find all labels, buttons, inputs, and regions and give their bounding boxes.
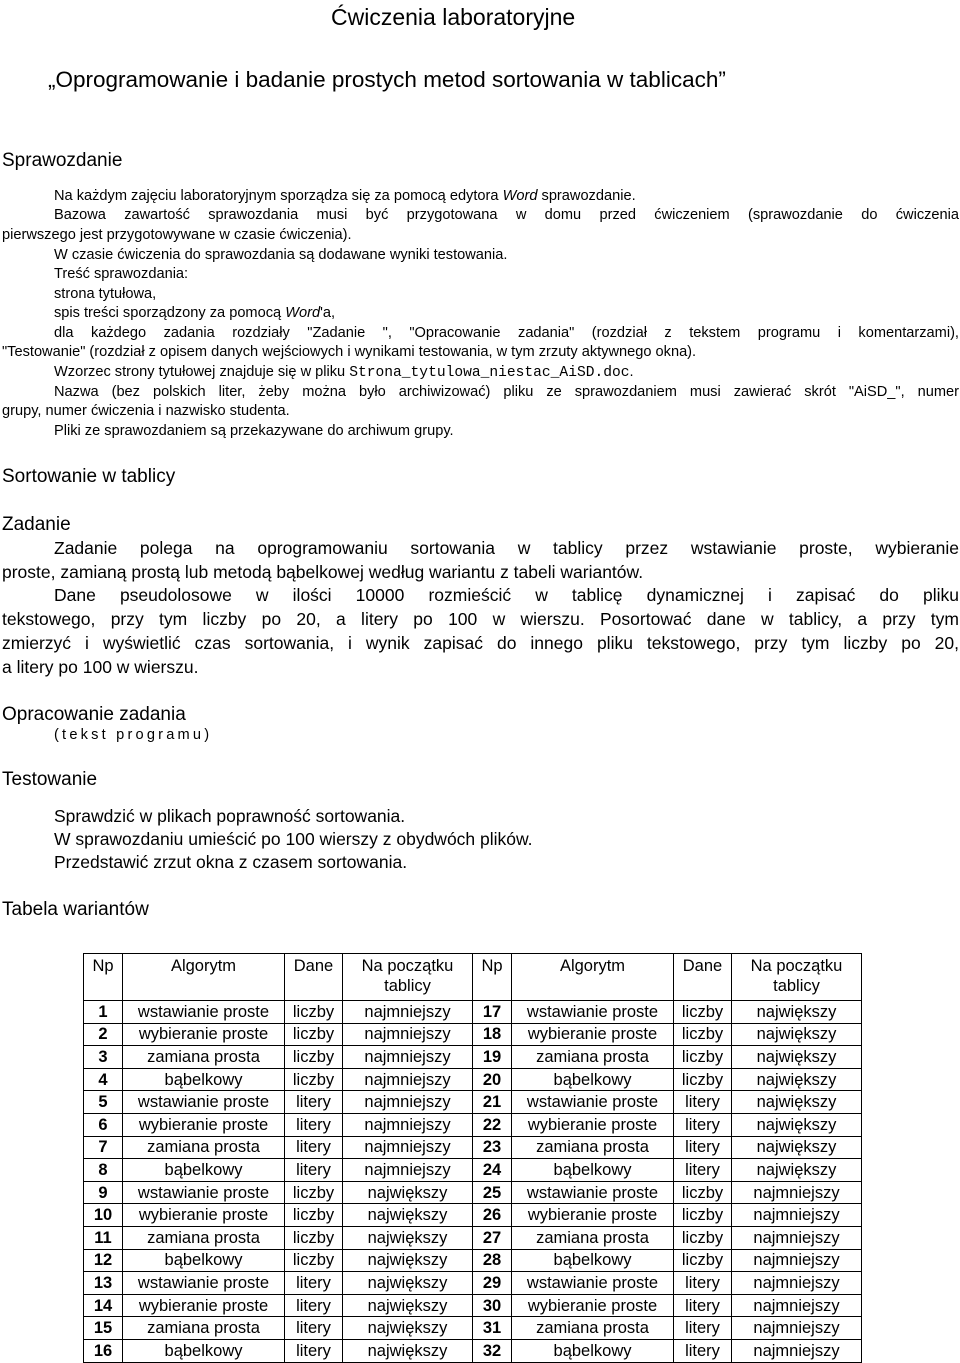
cell-start-of-array: najmniejszy: [732, 1272, 862, 1295]
cell-np: 9: [84, 1181, 123, 1204]
report-paragraph-2-line-1: Bazowa zawartość sprawozdania musi być przygotowana w domu przed ćwiczeniem (sprawozdanie do ćwiczenia: [54, 207, 959, 223]
cell-start-of-array: największy: [732, 1136, 862, 1159]
cell-data: litery: [285, 1339, 343, 1362]
cell-start-of-array: najmniejszy: [732, 1339, 862, 1362]
cell-algorithm: wstawianie proste: [123, 1181, 285, 1204]
table-row: [84, 1339, 862, 1362]
table-row: [84, 1068, 862, 1091]
cell-start-of-array: największy: [732, 1023, 862, 1046]
cell-algorithm: wstawianie proste: [512, 1181, 674, 1204]
report-paragraph-8: [54, 364, 634, 381]
cell-algorithm: wstawianie proste: [512, 1272, 674, 1295]
report-paragraph-4: Treść sprawozdania:: [54, 266, 189, 282]
cell-algorithm: bąbelkowy: [512, 1339, 674, 1362]
page-title: Ćwiczenia laboratoryjne: [331, 4, 576, 30]
cell-data: liczby: [674, 1046, 732, 1069]
table-row: [84, 1023, 862, 1046]
table-row: [84, 1226, 862, 1249]
cell-algorithm: bąbelkowy: [123, 1068, 285, 1091]
cell-data: liczby: [285, 1068, 343, 1091]
cell-start-of-array: najmniejszy: [732, 1226, 862, 1249]
cell-start-of-array: największy: [732, 1113, 862, 1136]
report-p1-text: Na każdym zajęciu laboratoryjnym sporządza się za pomocą edytora: [54, 188, 499, 204]
table-row: [84, 1113, 862, 1136]
report-p1-end: sprawozdanie.: [541, 188, 636, 204]
cell-start-of-array: największy: [343, 1204, 473, 1227]
cell-start-of-array: największy: [732, 1159, 862, 1182]
cell-np: 20: [473, 1068, 512, 1091]
cell-data: litery: [285, 1317, 343, 1340]
cell-start-of-array: największy: [343, 1294, 473, 1317]
implementation-heading: Opracowanie zadania: [2, 704, 186, 725]
word-name: Word: [285, 305, 321, 321]
testing-line-2: W sprawozdaniu umieścić po 100 wierszy z obydwóch plików.: [54, 829, 533, 849]
cell-np: 3: [84, 1046, 123, 1069]
cell-np: 2: [84, 1023, 123, 1046]
task-line-3: Dane pseudolosowe w ilości 10000 rozmieścić w tablicę dynamicznej i zapisać do pliku: [54, 585, 959, 605]
cell-start-of-array: największy: [343, 1317, 473, 1340]
cell-start-of-array: najmniejszy: [343, 1136, 473, 1159]
table-row: [84, 1136, 862, 1159]
template-file-name: Strona_tytulowa_niestac_AiSD.doc: [349, 365, 630, 381]
cell-start-of-array: najmniejszy: [343, 1001, 473, 1024]
cell-np: 18: [473, 1023, 512, 1046]
cell-algorithm: zamiana prosta: [512, 1226, 674, 1249]
cell-np: 8: [84, 1159, 123, 1182]
cell-algorithm: wstawianie proste: [123, 1001, 285, 1024]
cell-data: liczby: [674, 1068, 732, 1091]
table-row: [84, 1159, 862, 1182]
cell-start-of-array: najmniejszy: [343, 1159, 473, 1182]
cell-start-of-array: najmniejszy: [343, 1023, 473, 1046]
cell-np: 6: [84, 1113, 123, 1136]
cell-data: litery: [674, 1339, 732, 1362]
cell-start-of-array: najmniejszy: [732, 1181, 862, 1204]
cell-np: 13: [84, 1272, 123, 1295]
cell-start-of-array: największy: [732, 1091, 862, 1114]
cell-data: liczby: [285, 1249, 343, 1272]
cell-data: liczby: [674, 1023, 732, 1046]
report-paragraph-6: [54, 305, 335, 321]
cell-algorithm: zamiana prosta: [512, 1046, 674, 1069]
report-paragraph-7-line-1: dla każdego zadania rozdziały "Zadanie ", "Opracowanie zadania" (rozdział z tekstem programu i komentarzami),: [54, 325, 959, 341]
report-paragraph-10: Pliki ze sprawozdaniem są przekazywane do archiwum grupy.: [54, 423, 454, 439]
cell-np: 16: [84, 1339, 123, 1362]
testing-heading: Testowanie: [2, 769, 98, 790]
cell-data: litery: [674, 1272, 732, 1295]
cell-start-of-array: najmniejszy: [343, 1091, 473, 1114]
cell-algorithm: zamiana prosta: [512, 1317, 674, 1340]
table-row: [84, 1317, 862, 1340]
cell-np: 24: [473, 1159, 512, 1182]
table-row: [84, 1204, 862, 1227]
cell-start-of-array: największy: [732, 1068, 862, 1091]
task-line-2: proste, zamianą prostą lub metodą bąbelkowej według wariantu z tabeli wariantów.: [2, 562, 644, 582]
cell-algorithm: wybieranie proste: [123, 1204, 285, 1227]
cell-np: 12: [84, 1249, 123, 1272]
cell-np: 5: [84, 1091, 123, 1114]
cell-data: liczby: [674, 1204, 732, 1227]
table-row: [84, 1294, 862, 1317]
report-p8-text: Wzorzec strony tytułowej znajduje się w pliku: [54, 364, 346, 380]
cell-algorithm: wybieranie proste: [512, 1204, 674, 1227]
header-algorithm: Algorytm: [512, 954, 674, 1001]
cell-data: litery: [674, 1317, 732, 1340]
cell-data: liczby: [285, 1046, 343, 1069]
cell-data: liczby: [285, 1023, 343, 1046]
header-algorithm: Algorytm: [123, 954, 285, 1001]
cell-start-of-array: najmniejszy: [343, 1113, 473, 1136]
cell-data: liczby: [674, 1181, 732, 1204]
cell-algorithm: bąbelkowy: [123, 1159, 285, 1182]
cell-np: 21: [473, 1091, 512, 1114]
cell-data: litery: [285, 1113, 343, 1136]
cell-start-of-array: najmniejszy: [732, 1249, 862, 1272]
cell-np: 7: [84, 1136, 123, 1159]
cell-start-of-array: największy: [343, 1249, 473, 1272]
cell-data: litery: [674, 1136, 732, 1159]
cell-start-of-array: najmniejszy: [343, 1046, 473, 1069]
cell-algorithm: bąbelkowy: [123, 1339, 285, 1362]
cell-np: 4: [84, 1068, 123, 1091]
variants-table: [83, 953, 862, 1363]
cell-np: 22: [473, 1113, 512, 1136]
cell-data: liczby: [285, 1226, 343, 1249]
report-heading: Sprawozdanie: [2, 150, 123, 171]
cell-algorithm: wstawianie proste: [512, 1091, 674, 1114]
cell-start-of-array: najmniejszy: [732, 1204, 862, 1227]
report-p6-end: 'a,: [320, 305, 336, 321]
cell-data: liczby: [674, 1001, 732, 1024]
cell-algorithm: wybieranie proste: [512, 1294, 674, 1317]
cell-data: litery: [674, 1113, 732, 1136]
program-text-placeholder: (tekst programu): [54, 727, 213, 743]
task-line-4: tekstowego, przy tym liczby po 20, a litery po 100 w wierszu. Posortować dane w tablicy, a przy tym: [2, 609, 959, 629]
cell-np: 19: [473, 1046, 512, 1069]
table-row: [84, 1046, 862, 1069]
sorting-heading: Sortowanie w tablicy: [2, 466, 176, 487]
header-data: Dane: [674, 954, 732, 1001]
header-start-of-array: Na początku tablicy: [732, 954, 862, 1001]
variants-heading: Tabela wariantów: [2, 899, 149, 920]
cell-data: litery: [285, 1091, 343, 1114]
cell-start-of-array: największy: [732, 1046, 862, 1069]
cell-np: 25: [473, 1181, 512, 1204]
cell-algorithm: wstawianie proste: [123, 1272, 285, 1295]
table-row: [84, 1091, 862, 1114]
cell-np: 14: [84, 1294, 123, 1317]
cell-data: liczby: [285, 1204, 343, 1227]
cell-start-of-array: najmniejszy: [732, 1317, 862, 1340]
cell-np: 27: [473, 1226, 512, 1249]
cell-algorithm: wybieranie proste: [512, 1023, 674, 1046]
cell-np: 30: [473, 1294, 512, 1317]
cell-np: 28: [473, 1249, 512, 1272]
task-line-1: Zadanie polega na oprogramowaniu sortowania w tablicy przez wstawianie proste, wybieranie: [54, 538, 959, 558]
cell-algorithm: wstawianie proste: [123, 1091, 285, 1114]
cell-data: liczby: [674, 1226, 732, 1249]
cell-algorithm: wybieranie proste: [512, 1113, 674, 1136]
report-paragraph-5: strona tytułowa,: [54, 286, 157, 302]
header-data: Dane: [285, 954, 343, 1001]
cell-start-of-array: największy: [343, 1272, 473, 1295]
cell-algorithm: zamiana prosta: [123, 1136, 285, 1159]
report-paragraph-9-line-1: Nazwa (bez polskich liter, żeby można było archiwizować) pliku ze sprawozdaniem musi zawierać skrót "AiSD_", numer: [54, 384, 959, 400]
cell-algorithm: zamiana prosta: [123, 1046, 285, 1069]
cell-data: litery: [285, 1272, 343, 1295]
table-row: [84, 1249, 862, 1272]
testing-line-3: Przedstawić zrzut okna z czasem sortowania.: [54, 852, 408, 872]
cell-data: litery: [285, 1294, 343, 1317]
cell-algorithm: bąbelkowy: [512, 1249, 674, 1272]
cell-np: 15: [84, 1317, 123, 1340]
cell-algorithm: zamiana prosta: [123, 1317, 285, 1340]
cell-np: 26: [473, 1204, 512, 1227]
word-name: Word: [502, 188, 538, 204]
cell-algorithm: zamiana prosta: [512, 1136, 674, 1159]
cell-np: 31: [473, 1317, 512, 1340]
task-heading: Zadanie: [2, 514, 71, 535]
report-p8-end: .: [629, 364, 634, 380]
task-line-6: a litery po 100 w wierszu.: [2, 657, 199, 677]
cell-start-of-array: największy: [343, 1339, 473, 1362]
cell-algorithm: bąbelkowy: [512, 1159, 674, 1182]
cell-data: litery: [674, 1091, 732, 1114]
cell-start-of-array: największy: [343, 1181, 473, 1204]
cell-data: litery: [674, 1294, 732, 1317]
cell-np: 17: [473, 1001, 512, 1024]
cell-data: litery: [674, 1159, 732, 1182]
header-start-of-array: Na początku tablicy: [343, 954, 473, 1001]
cell-data: liczby: [285, 1001, 343, 1024]
cell-algorithm: wybieranie proste: [123, 1294, 285, 1317]
report-p6-text: spis treści sporządzony za pomocą: [54, 305, 282, 321]
cell-np: 1: [84, 1001, 123, 1024]
cell-algorithm: bąbelkowy: [512, 1068, 674, 1091]
cell-algorithm: wybieranie proste: [123, 1023, 285, 1046]
cell-algorithm: wstawianie proste: [512, 1001, 674, 1024]
report-paragraph-9-line-2: grupy, numer ćwiczenia i nazwisko studenta.: [2, 403, 290, 419]
testing-line-1: Sprawdzić w plikach poprawność sortowania.: [54, 806, 406, 826]
report-paragraph-7-line-2: "Testowanie" (rozdział z opisem danych wejściowych i wynikami testowania, w tym zrzuty aktywnego okna).: [2, 344, 697, 360]
header-np: Np: [473, 954, 512, 1001]
page-subtitle: „Oprogramowanie i badanie prostych metod sortowania w tablicach”: [48, 67, 726, 92]
report-paragraph-3: W czasie ćwiczenia do sprawozdania są dodawane wyniki testowania.: [54, 247, 508, 263]
table-header-row: [84, 954, 862, 1001]
cell-start-of-array: największy: [343, 1226, 473, 1249]
cell-data: litery: [285, 1159, 343, 1182]
table-row: [84, 1272, 862, 1295]
cell-algorithm: zamiana prosta: [123, 1226, 285, 1249]
task-line-5: zmierzyć i wyświetlić czas sortowania, i wynik zapisać do innego pliku tekstowego, przy tym liczby po 20,: [2, 633, 959, 653]
cell-start-of-array: najmniejszy: [732, 1294, 862, 1317]
cell-np: 23: [473, 1136, 512, 1159]
table-row: [84, 1001, 862, 1024]
report-paragraph-1: [54, 188, 636, 204]
cell-data: litery: [285, 1136, 343, 1159]
cell-start-of-array: najmniejszy: [343, 1068, 473, 1091]
cell-start-of-array: największy: [732, 1001, 862, 1024]
cell-np: 29: [473, 1272, 512, 1295]
table-row: [84, 1181, 862, 1204]
report-paragraph-2-line-2: pierwszego jest przygotowywane w czasie ćwiczenia).: [2, 227, 352, 243]
cell-np: 11: [84, 1226, 123, 1249]
cell-np: 10: [84, 1204, 123, 1227]
cell-np: 32: [473, 1339, 512, 1362]
cell-data: liczby: [674, 1249, 732, 1272]
cell-algorithm: wybieranie proste: [123, 1113, 285, 1136]
header-np: Np: [84, 954, 123, 1001]
cell-data: liczby: [285, 1181, 343, 1204]
cell-algorithm: bąbelkowy: [123, 1249, 285, 1272]
